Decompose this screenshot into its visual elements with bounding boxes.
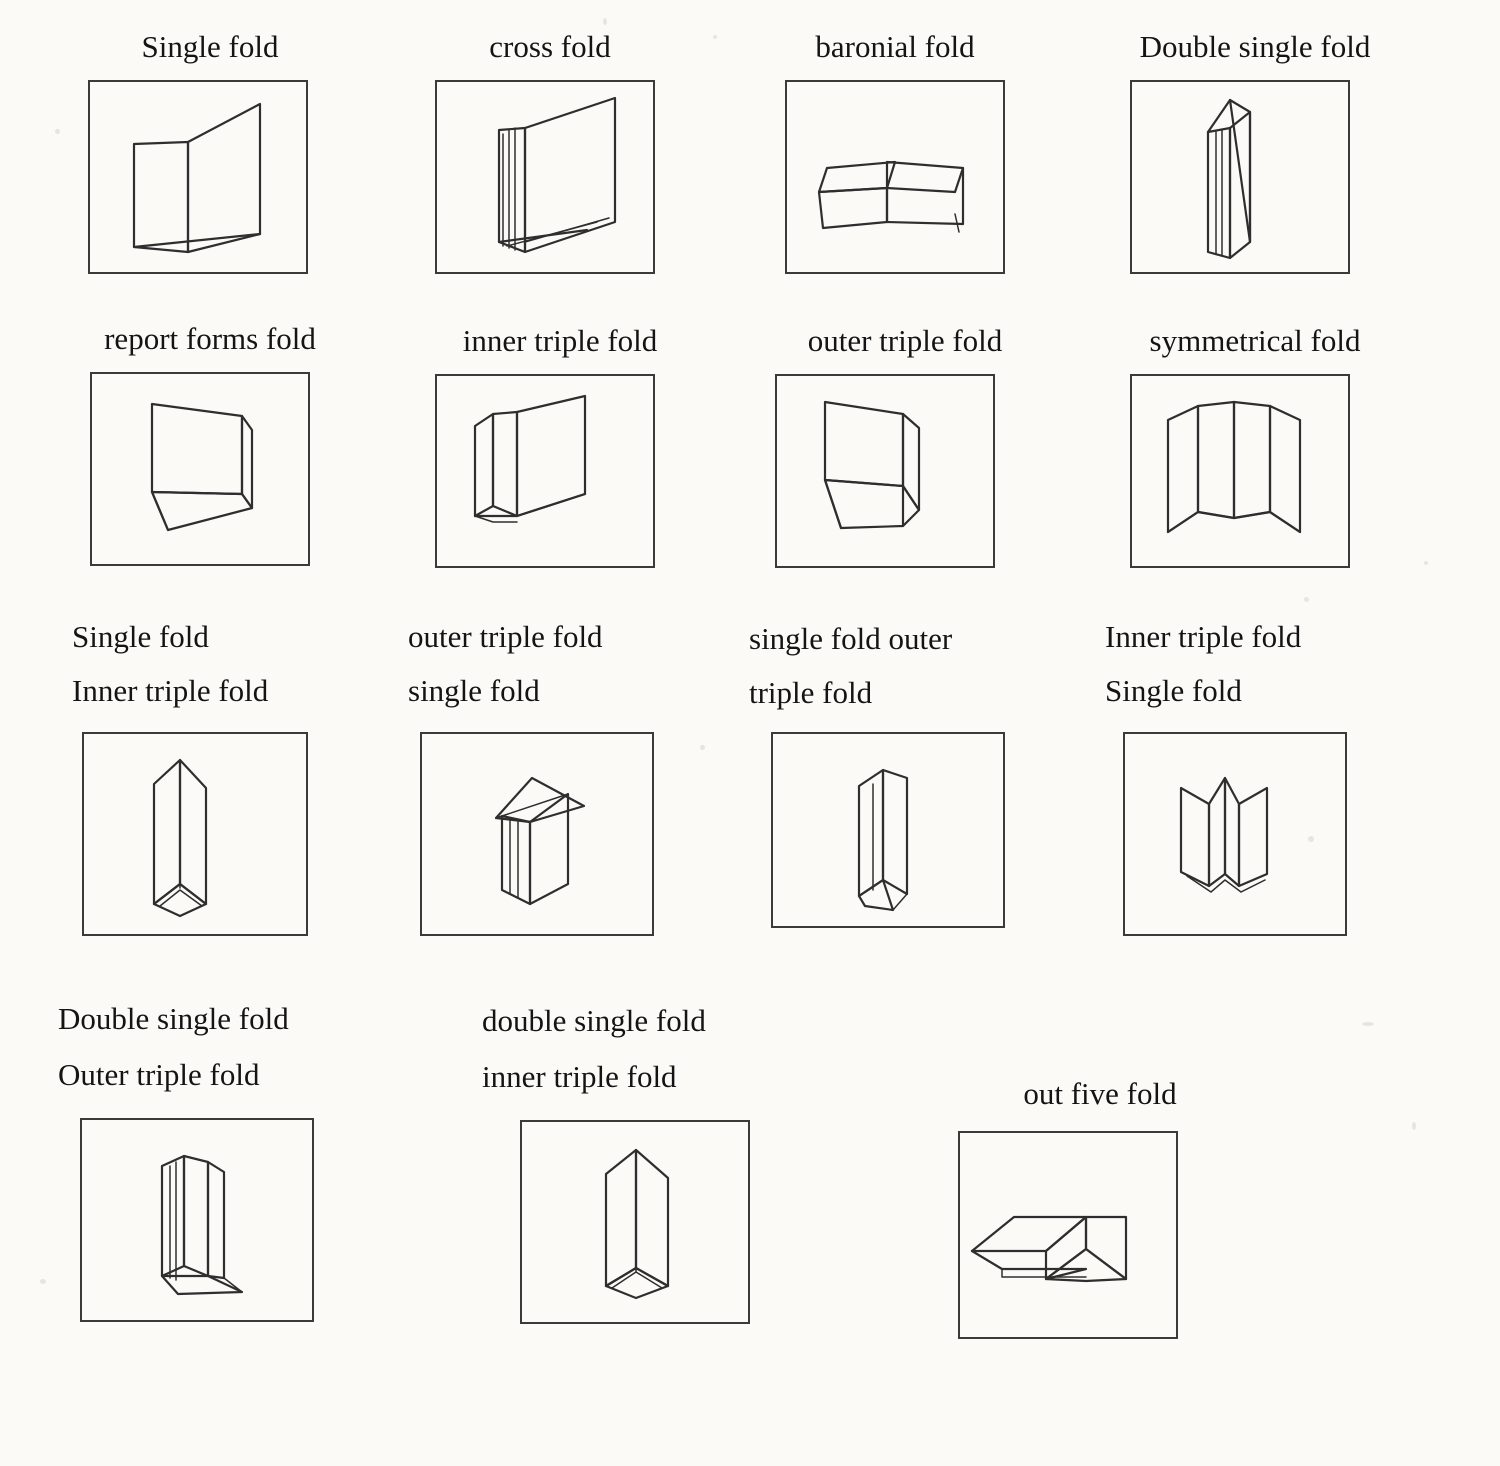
fold-figure-box	[90, 372, 310, 566]
fold-figure-box	[958, 1131, 1178, 1339]
fold-caption-line-1: double single fold	[482, 1003, 706, 1038]
fold-figure-box	[82, 732, 308, 936]
fold-caption-line-1: Single fold	[72, 619, 209, 654]
fold-caption-line-2: Single fold	[1105, 672, 1242, 708]
fold-caption-line-1: Double single fold	[58, 1001, 289, 1036]
fold-figure-box	[771, 732, 1005, 928]
fold-figure-box	[775, 374, 995, 568]
fold-item-outer-triple-fold	[740, 322, 1070, 568]
fold-figure-box	[80, 1118, 314, 1322]
fold-caption: report forms fold	[104, 321, 316, 356]
fold-caption: inner triple fold	[462, 323, 658, 358]
fold-figure-box	[1130, 374, 1350, 568]
fold-figure-box	[1130, 80, 1350, 274]
fold-caption-line-2: single fold	[408, 672, 540, 708]
fold-caption-line-2: Outer triple fold	[58, 1056, 260, 1092]
fold-item-outer-triple-fold-single-fold	[390, 618, 720, 936]
fold-caption: Single fold	[141, 29, 279, 64]
fold-item-out-five-fold	[900, 1075, 1240, 1339]
fold-item-single-fold-inner-triple-fold	[48, 618, 378, 936]
fold-caption: outer triple fold	[807, 323, 1003, 358]
fold-item-symmetrical-fold	[1085, 322, 1425, 568]
fold-figure-box	[785, 80, 1005, 274]
fold-figure-box	[435, 374, 655, 568]
fold-figure-box	[520, 1120, 750, 1324]
fold-item-report-forms-fold	[40, 320, 380, 566]
fold-caption: baronial fold	[815, 29, 975, 64]
fold-item-double-single-outer-triple-fold	[40, 1000, 390, 1322]
fold-figure-box	[420, 732, 654, 936]
fold-caption: out five fold	[1023, 1076, 1177, 1111]
fold-caption: Double single fold	[1139, 29, 1371, 64]
fold-figure-box	[1123, 732, 1347, 936]
fold-figure-box	[435, 80, 655, 274]
fold-item-single-fold-outer-triple-fold	[735, 620, 1065, 928]
fold-item-baronial-fold	[745, 28, 1045, 274]
fold-item-cross-fold	[400, 28, 700, 274]
fold-caption-line-2: triple fold	[749, 674, 873, 710]
fold-caption-line-2: Inner triple fold	[72, 672, 269, 708]
fold-item-double-single-inner-triple-fold	[470, 1002, 810, 1324]
fold-item-single-fold	[60, 28, 360, 274]
fold-item-inner-triple-fold-single-fold	[1085, 618, 1425, 936]
fold-caption-line-1: Inner triple fold	[1105, 619, 1302, 654]
fold-item-double-single-fold	[1080, 28, 1430, 274]
fold-item-inner-triple-fold	[395, 322, 725, 568]
fold-figure-box	[88, 80, 308, 274]
fold-caption: cross fold	[489, 29, 611, 64]
fold-caption: symmetrical fold	[1149, 323, 1361, 358]
fold-caption-line-1: single fold outer	[749, 621, 953, 656]
fold-caption-line-1: outer triple fold	[408, 619, 603, 654]
fold-caption-line-2: inner triple fold	[482, 1058, 677, 1094]
